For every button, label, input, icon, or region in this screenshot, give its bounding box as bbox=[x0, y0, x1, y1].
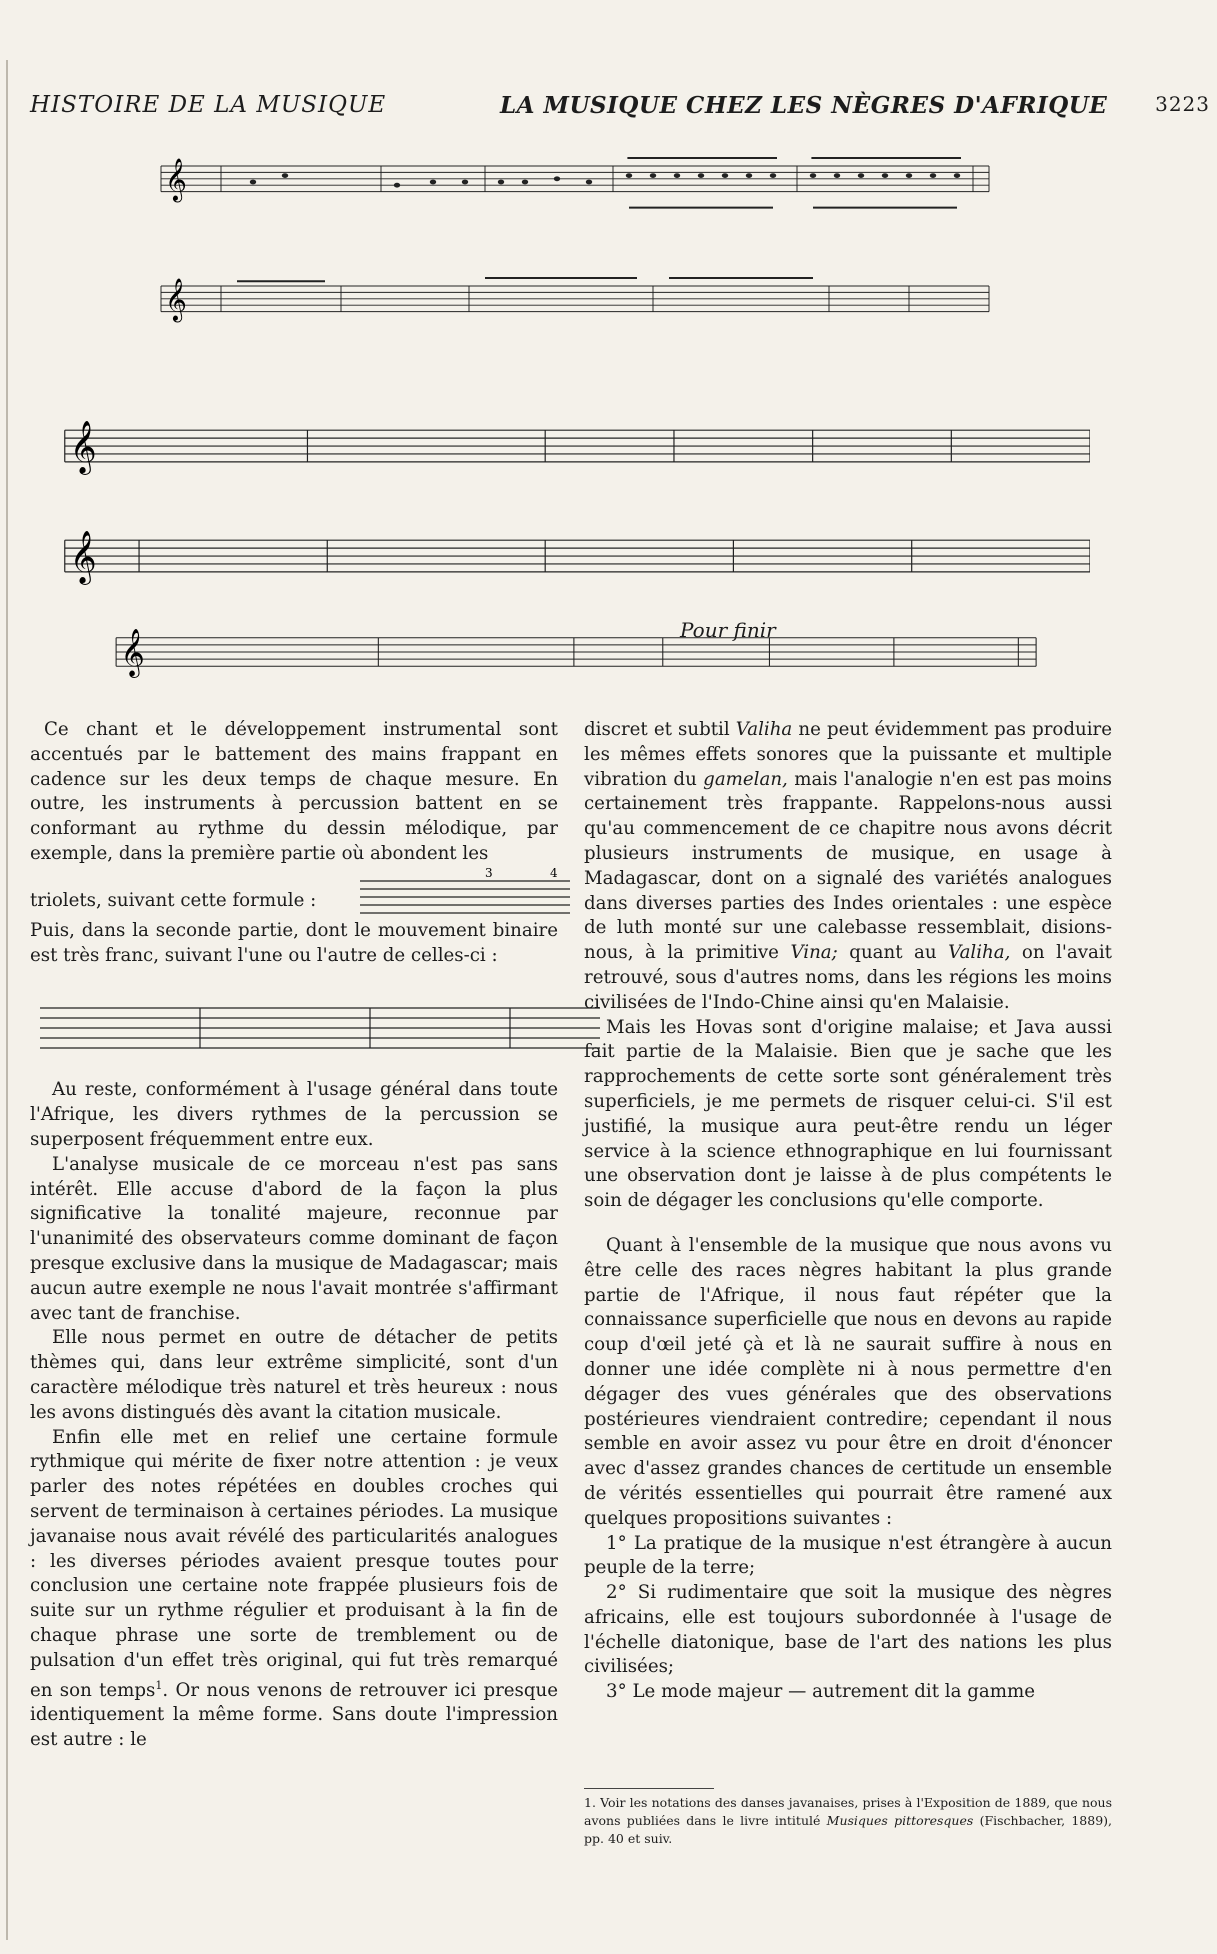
footnote-book-title: Musiques pittoresques bbox=[826, 1813, 974, 1828]
paragraph-text: Enfin elle met en relief une certaine formule rythmique qui mérite de fixer notre attention : je veux parler des notes répétées en doubles croches qui servent de terminaison à certaines périodes. La musique javanaise nous avait révélé des particularités analogues : les diverses périodes avaient presque toutes pour conclusion une certaine note frappée plusieurs fois de suite sur un rythme régulier et produisant à la fin de chaque phrase une sorte de tremblement ou de pulsation d'un effet très original, qui fut très remarqué en son temps bbox=[30, 1426, 558, 1701]
footnote-text-end: (Fischbacher, 1889), pp. 40 et suiv. bbox=[584, 1813, 1112, 1846]
text-italic: Valiha, bbox=[948, 942, 1011, 964]
paragraph: L'analyse musicale de ce morceau n'est pas sans intérêt. Elle accuse d'abord de la façon la plus significative la tonalité majeure, reconnue par l'unanimité des observateurs comme dominant de façon presque exclusive dans la musique de Madagascar; mais aucun autre exemple ne nous l'avait montrée s'affirmant avec tant de franchise. bbox=[30, 1153, 558, 1324]
music-staff-5 bbox=[40, 620, 1090, 700]
svg-text:𝄞: 𝄞 bbox=[165, 277, 187, 321]
text-italic: Valiha bbox=[735, 719, 793, 740]
header-left-title: HISTOIRE DE LA MUSIQUE bbox=[30, 92, 387, 118]
paragraph: Ce chant et le développement instrumental sont accentués par le battement des mains frappant en cadence sur les deux temps de chaque mesure. En outre, les instruments à percussion battent en se conformant au rythme du dessin mélodique, par exemple, dans la première partie où abondent les bbox=[30, 719, 558, 864]
text-italic: gamelan, bbox=[703, 768, 788, 790]
music-staff-4 bbox=[40, 520, 1090, 600]
page-number: 3223 bbox=[1155, 92, 1210, 116]
paragraph: Elle nous permet en outre de détacher de petits thèmes qui, dans leur extrême simplicité, sont d'un caractère mélodique très naturel et très heureux : nous les avons distingués dès avant la citation musicale. bbox=[30, 1327, 558, 1423]
text: ne peut évidemment pas produire les mêmes effets sonores que la puissante et multiple vibration du bbox=[584, 719, 1112, 790]
left-margin-rule bbox=[6, 60, 8, 1940]
text-italic: Vina; bbox=[790, 942, 838, 964]
left-column bbox=[30, 718, 558, 1753]
paragraph: Puis, dans la seconde partie, dont le mouvement binaire est très franc, suivant l'une ou l'autre de celles-ci : bbox=[30, 919, 558, 966]
svg-text:𝄞: 𝄞 bbox=[165, 157, 187, 201]
paragraph: 2° Si rudimentaire que soit la musique des nègres africains, elle est toujours subordonnée à l'usage de l'échelle diatonique, base de l'art des nations les plus civilisées; bbox=[584, 1582, 1112, 1678]
paragraph bbox=[584, 718, 1112, 1016]
binary-formula-notation bbox=[40, 1000, 600, 1056]
paragraph: 3° Le mode majeur — autrement dit la gamme bbox=[606, 1681, 1035, 1703]
paragraph: Au reste, conformément à l'usage général dans toute l'Afrique, les divers rythmes de la percussion se superposent fréquemment entre eux. bbox=[30, 1079, 558, 1150]
right-column bbox=[584, 718, 1112, 1705]
text: discret et subtil bbox=[584, 719, 736, 740]
formula-intro: triolets, suivant cette formule : bbox=[30, 889, 317, 911]
formula-quad-mark: 4 bbox=[550, 866, 558, 880]
text: on l'avait retrouvé, sous d'autres noms, dans les régions les moins civilisées de l'Indo-Chine ainsi qu'en Malaisie. bbox=[584, 942, 1112, 1013]
footnote bbox=[584, 1794, 1112, 1848]
svg-text:𝄞: 𝄞 bbox=[69, 529, 97, 583]
paragraph: 1° La pratique de la musique n'est étrangère à aucun peuple de la terre; bbox=[584, 1532, 1112, 1579]
triplet-formula-line bbox=[30, 867, 558, 919]
paragraph: Quant à l'ensemble de la musique que nous avons vu être celle des races nègres habitant la plus grande partie de l'Afrique, il nous faut répéter que la connaissance superficielle que nous en devons au rapide coup d'œil jeté çà et là ne saurait suffire à nous en donner une idée complète ni à nous permettre d'en dégager des vues générales que des observations postérieures viendraient contredire; cependant il nous semble en avoir assez vu pour être en droit d'énoncer avec d'assez grandes chances de certitude un ensemble de vérités essentielles qui pourrait être ramené aux quelques propositions suivantes : bbox=[584, 1234, 1112, 1529]
formula-triplet-mark: 3 bbox=[485, 866, 493, 880]
svg-text:𝄞: 𝄞 bbox=[69, 419, 97, 473]
footnote-ref: 1 bbox=[155, 1678, 163, 1692]
pour-finir-label: Pour finir bbox=[680, 618, 776, 642]
text: mais l'analogie n'en est pas moins certainement très frappante. Rappelons-nous aussi qu'au commencement de ce chapitre nous avons décrit plusieurs instruments de musique, en usage à Madagascar, dont on a signalé des variétés analogues dans diverses parties des Indes orientales : une espèce de luth monté sur une calebasse ressemblait, disions-nous, à la primitive bbox=[584, 768, 1112, 964]
music-staff-1 bbox=[40, 150, 1090, 230]
footnote-rule bbox=[584, 1788, 714, 1789]
text: quant au bbox=[837, 942, 949, 964]
music-staff-2 bbox=[40, 270, 1090, 350]
paragraph: Mais les Hovas sont d'origine malaise; et Java aussi fait partie de la Malaisie. Bien que je sache que les rapprochements de cette sorte sont généralement très superficiels, je me permets de risquer celui-ci. S'il est justifié, la musique aura peut-être rendu un léger service à la science ethnographique en lui fournissant une observation dont je laisse à de plus compétents le soin de dégager les conclusions qu'elle comporte. bbox=[584, 1016, 1112, 1212]
paragraph bbox=[30, 1426, 558, 1753]
svg-text:𝄞: 𝄞 bbox=[120, 628, 145, 677]
paragraph-text-end: . Or nous venons de retrouver ici presque identiquement la même forme. Sans doute l'impression est autre : le bbox=[30, 1679, 558, 1751]
music-staff-3 bbox=[40, 410, 1090, 490]
running-header bbox=[30, 92, 1210, 122]
header-chapter-title: LA MUSIQUE CHEZ LES NÈGRES D'AFRIQUE bbox=[500, 92, 1108, 119]
footnote-text: 1. Voir les notations des danses javanaises, prises à l'Exposition de 1889, que nous avons publiées dans le livre intitulé bbox=[584, 1795, 1112, 1828]
triplet-formula-notation bbox=[360, 867, 570, 917]
